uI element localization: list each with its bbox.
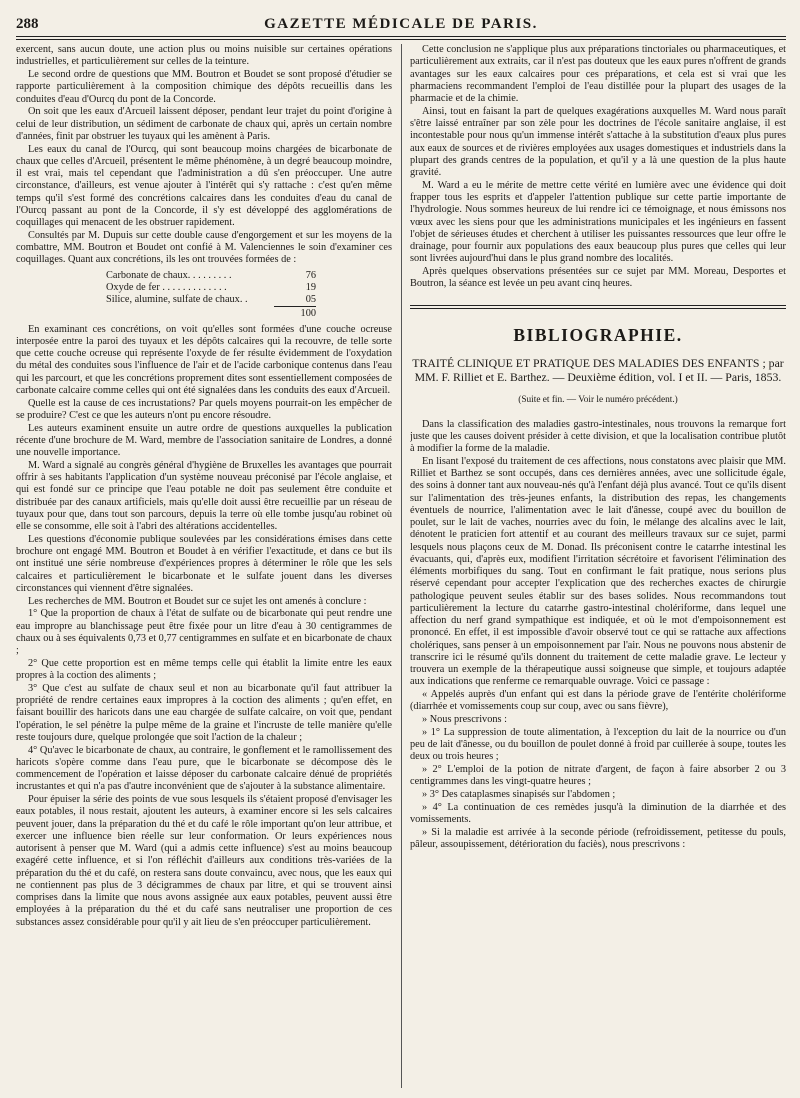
- column-separator: [401, 44, 402, 1088]
- newspaper-page: [16, 0, 786, 1098]
- composition-label: Silice, alumine, sulfate de chaux. .: [106, 294, 248, 305]
- paragraph: Ainsi, tout en faisant la part de quelques exagérations auxquelles M. Ward nous paraît s'être laissé entraîner par son zèle pour les doctrines de l'école sanitaire anglaise, il est incontestable pour nous qu'un immense intérêt s'attache à la substitution d'eaux plus pures aux eaux de sources et de rivières employées aux usages domestiques et industriels dans la plupart des grands centres de la population, et qu'il y a là une question de la plus haute gravité.: [410, 105, 786, 178]
- paragraph: Dans la classification des maladies gastro-intestinales, nous trouvons la remarque fort juste que les causes doivent présider à cette division, et que la localisation contribue plutôt à modifier la forme de la maladie.: [410, 418, 786, 455]
- paragraph: Les eaux du canal de l'Ourcq, qui sont beaucoup moins chargées de bicarbonate de chaux que celles d'Arcueil, présentent le même phénomène, à un degré beaucoup moindre, il est vrai, mais tel cependant que l'administration a dû s'en préoccuper. Une autre circonstance, d'ailleurs, est venue ajouter à l'intérêt qui s'y rattache : c'est qu'en même temps qu'il s'est formé des concrétions calcaires dans les conduites d'eau du canal de l'Ourcq passant au pont de la Concorde, il s'y est développé des agglomérations de coquillages qui menacent de les obstruer rapidement.: [16, 143, 392, 228]
- page-header: [16, 12, 786, 36]
- paragraph: Consultés par M. Dupuis sur cette double cause d'engorgement et sur les moyens de la combattre, MM. Boutron et Boudet ont confié à M. Valenciennes le soin d'examiner ces coquillages. Quant aux concrétions, ils les ont trouvées formées de :: [16, 229, 392, 266]
- conclusion-item: 3° Que c'est au sulfate de chaux seul et non au bicarbonate qu'il faut attribuer la propriété de rendre certaines eaux impropres à la coction des aliments ; qu'en effet, en faisant bouillir des haricots dans une eau chargée de sulfate calcaire, on voit que, pendant l'opération, le sel pénètre la pulpe même de la graine et l'incruste de telle manière qu'elle reste toujours dure, quelque prolongée que soit l'action de la chaleur ;: [16, 682, 392, 743]
- quote-line: « Appelés auprès d'un enfant qui est dans la période grave de l'entérite cholériforme (diarrhée et vomissements coup sur coup, avec ou sans fièvre),: [410, 689, 786, 713]
- composition-label: Carbonate de chaux. . . . . . . . .: [106, 269, 232, 281]
- composition-value: 19: [305, 281, 316, 293]
- composition-row: [106, 270, 316, 282]
- paragraph: Le second ordre de questions que MM. Boutron et Boudet se sont proposé d'étudier se rapporte particulièrement à la composition chimique des dépôts recueillis dans les conduites d'eau d'Ourcq du pont de la Concorde.: [16, 69, 392, 105]
- composition-row: [106, 294, 316, 306]
- prescription-item: » 1° La suppression de toute alimentation, à l'exception du lait de la nourrice ou d'un peu de lait d'ânesse, ou du bouillon de poulet donné à froid par cuillerée à soupe, toutes les deux ou trois heures ;: [410, 726, 786, 763]
- running-title: GAZETTE MÉDICALE DE PARIS.: [264, 16, 538, 32]
- header-rule: [16, 36, 786, 40]
- prescription-item: » 2° L'emploi de la potion de nitrate d'argent, de façon à faire absorber 2 ou 3 centigrammes dans les vingt-quatre heures ;: [410, 764, 786, 788]
- composition-value: 05: [305, 294, 316, 305]
- quote-line: » Si la maladie est arrivée à la seconde période (refroidissement, petitesse du pouls, pâleur, assoupissement, détérioration du faciès), nous prescrivons :: [410, 826, 786, 851]
- right-column: [410, 44, 786, 1094]
- paragraph: En examinant ces concrétions, on voit qu'elles sont formées d'une couche ocreuse interposée entre la paroi des tuyaux et les dépôts calcaires qui la recouvre, de telle sorte que cette couche ocreuse qui représente l'oxyde de fer résulte évidemment de l'oxydation du métal des conduites sous l'influence de l'air et de l'acide carbonique contenus dans l'eau qui les parcourt, et que les concrétions proprement dites sont essentiellement composées de carbonate calcaire comme celles qui ont été signalées dans les conduits des eaux d'Arcueil.: [16, 323, 392, 396]
- page-number: 288: [16, 16, 39, 32]
- conclusion-item: 4° Qu'avec le bicarbonate de chaux, au contraire, le gonflement et le ramollissement des haricots s'opère comme dans l'eau pure, que le bicarbonate se décompose dès le commencement de l'opération et laisse déposer du carbonate calcaire dénué de propriétés incrustantes et qui n'a pas d'autre inconvénient que de s'ajouter à la substance alimentaire.: [16, 744, 392, 793]
- paragraph: Après quelques observations présentées sur ce sujet par MM. Moreau, Desportes et Boutron, la séance est levée un peu avant cinq heures.: [410, 266, 786, 290]
- composition-label: Oxyde de fer . . . . . . . . . . . . .: [106, 281, 227, 293]
- paragraph: M. Ward a signalé au congrès général d'hygiène de Bruxelles les avantages que pourrait offrir à ses habitants l'application d'un système nouveau préconisé par l'école anglaise, et qui est fondé sur ce principe que l'eau potable ne doit pas seulement être conduite et distribuée par des canaux artificiels, mais qu'elle doit aussi être recueillie par un réseau de tuyaux pour que, dans tout son parcours, depuis la terre où elle tombe jusqu'au robinet où elle se consomme, elle soit à l'abri des altérations accidentelles.: [16, 459, 392, 532]
- paragraph: En lisant l'exposé du traitement de ces affections, nous constatons avec plaisir que MM. Rilliet et Barthez se sont occupés, dans ces dernières années, avec une sollicitude égale, des soins à donner tant aux nouveau-nés qu'à l'enfant déjà plus avancé. Tout ce qu'ils disent sur l'alimentation des très-jeunes enfants, la distribution des repas, les changements éventuels de nourrice, l'alimentation avec le lait d'ânesse, coupé avec du bouillon de poulet, sur le lait de vaches, nourries avec du foin, le mélange des alcalins avec le lait, dénotent le praticien fort attentif et au courant des meilleurs travaux sur ce sujet, parmi lesquels nous plaçons ceux de M. Donad. Ils préconisent contre le catarrhe intestinal les évacuants, qui, d'après eux, modifient l'irritation sécrétoire et favorisent l'élimination des éléments morbifiques du sang. Tout en confirmant le fait pratique, nous serions plus réservé cependant pour accepter l'explication que des recherches exactes de chirurgie pathologique peuvent seules établir sur des bases solides. Nous recommandons tout particulièrement la lecture du catarrhe gastro-intestinal cholériforme, dans lequel une affection du nerf grand sympathique est indiquée, et où le mot d'empoisonnement est prononcé. En effet, il est impossible d'avoir observé tout ce qui se rattache aux affections cholériques, sans penser à un empoisonnement par l'air. Nous ne pouvons nous abstenir de transcrire ici le résumé qu'ils donnent du traitement de cette maladie grave. Le lecteur y trouvera un exemple de la thérapeutique aussi soigneuse que simple, et toujours adaptée aux indications que renferme ce remarquable ouvrage. Voici ce passage :: [410, 455, 786, 688]
- paragraph: Quelle est la cause de ces incrustations? Par quels moyens pourrait-on les empêcher de se produire? C'est ce que les auteurs n'ont pu encore résoudre.: [16, 397, 392, 421]
- composition-row: [106, 282, 316, 294]
- section-rule: [410, 305, 786, 309]
- section-title: BIBLIOGRAPHIE.: [513, 324, 683, 345]
- composition-total: 100: [274, 306, 316, 320]
- paragraph: Les recherches de MM. Boutron et Boudet sur ce sujet les ont amenés à conclure :: [28, 595, 367, 607]
- conclusion-item: 2° Que cette proportion est en même temps celle qui établit la limite entre les eaux propres à la coction des aliments ;: [16, 657, 392, 681]
- composition-value: 76: [305, 269, 316, 281]
- paragraph: Cette conclusion ne s'applique plus aux préparations tinctoriales ou pharmaceutiques, et particulièrement aux extraits, car il n'est pas douteux que les eaux pures n'offrent de grands avantages sur les eaux calcaires pour ces préparations, et cela est si vrai que les pharmaciens recommandent l'emploi de l'eau distillée pour la plupart des usages de la pharmacie et de la chimie.: [410, 44, 786, 104]
- paragraph: Les auteurs examinent ensuite un autre ordre de questions auxquelles la publication récente d'une brochure de M. Ward, membre de l'association sanitaire de Londres, a donné une nouvelle importance.: [16, 422, 392, 458]
- paragraph: M. Ward a eu le mérite de mettre cette vérité en lumière avec une évidence qui doit frapper tous les esprits et d'appeler l'attention publique sur cette partie importante de l'hydrologie. Nous sommes heureux de lui rendre ici ce témoignage, et nous émissons nos vœux avec les siens pour que les administrations municipales et les ingénieurs en fassent l'objet de sérieuses études et cherchent à utiliser les puissantes ressources que leur offre le drainage, pour fournir aux populations des eaux beaucoup plus pures que celles qui leur sont livrées aujourd'hui dans le plus grand nombre des localités.: [410, 179, 786, 265]
- conclusion-item: 1° Que la proportion de chaux à l'état de sulfate ou de bicarbonate qui peut rendre une eau impropre au blanchissage peut être fixée pour un litre d'eau à 30 centigrammes de chaux ou à ses équivalents 0,73 et 0,77 centigrammes en sulfate et en bicarbonate de chaux ;: [16, 608, 392, 656]
- composition-table: [106, 270, 316, 321]
- prescription-item: » 3° Des cataplasmes sinapisés sur l'abdomen ;: [422, 789, 616, 801]
- quote-line: » Nous prescrivons :: [422, 714, 507, 726]
- continuation-note: (Suite et fin. — Voir le numéro précédent.): [518, 395, 678, 406]
- paragraph: Les questions d'économie publique soulevées par les considérations émises dans cette brochure ont engagé MM. Boutron et Boudet à en vérifier l'exactitude, et dans ce but ils ont institué une série nombreuse d'expériences propres à déterminer le rôle que les sels calcaires et particulièrement le bicarbonate et le sulfate jouent dans les diverses circonstances qui viennent d'être signalées.: [16, 533, 392, 594]
- prescription-item: » 4° La continuation de ces remèdes jusqu'à la diminution de la diarrhée et des vomissements.: [410, 801, 786, 826]
- left-column: [16, 44, 392, 1094]
- paragraph: On soit que les eaux d'Arcueil laissent déposer, pendant leur trajet du point d'origine à celui de leur distribution, un sédiment de carbonate de chaux qui, après un certain nombre d'années, finit par obstruer les tuyaux qui les amènent à Paris.: [16, 106, 392, 142]
- book-title: TRAITÉ CLINIQUE ET PRATIQUE DES MALADIES DES ENFANTS ; par MM. F. Rilliet et E. Barthez. — Deuxième édition, vol. I et II. — Paris, 1853.: [412, 355, 784, 384]
- paragraph: exercent, sans aucun doute, une action plus ou moins nuisible sur certaines opérations industrielles, et particulièrement sur celles de la teinture.: [16, 44, 392, 68]
- paragraph: Pour épuiser la série des points de vue sous lesquels ils s'étaient proposé d'envisager les eaux potables, il nous restait, ajoutent les auteurs, à examiner encore si les sels calcaires peuvent jouer, dans la préparation du thé et du café le rôle important qu'on leur attribue, et exercer une influence bien réelle sur leur conformation. Or leurs expériences nous autorisent à penser que M. Ward (qui a admis cette influence) s'est au moins beaucoup exagéré cette influence, et si l'on réfléchit d'ailleurs aux conditions très-variées de la préparation du thé et du café, on restera sans doute convaincu, avec nous, que les eaux qui ne contiennent pas plus de 3 décigrammes de chaux par litre, et qui se trouvent ainsi comprises dans la limite que nous avons assignée aux eaux potables, peuvent aussi être employées à la préparation du thé et du café sans neutraliser une proportion de ces substances assez considérable pour qu'il y ait lieu de s'en préoccuper particulièrement.: [16, 794, 392, 928]
